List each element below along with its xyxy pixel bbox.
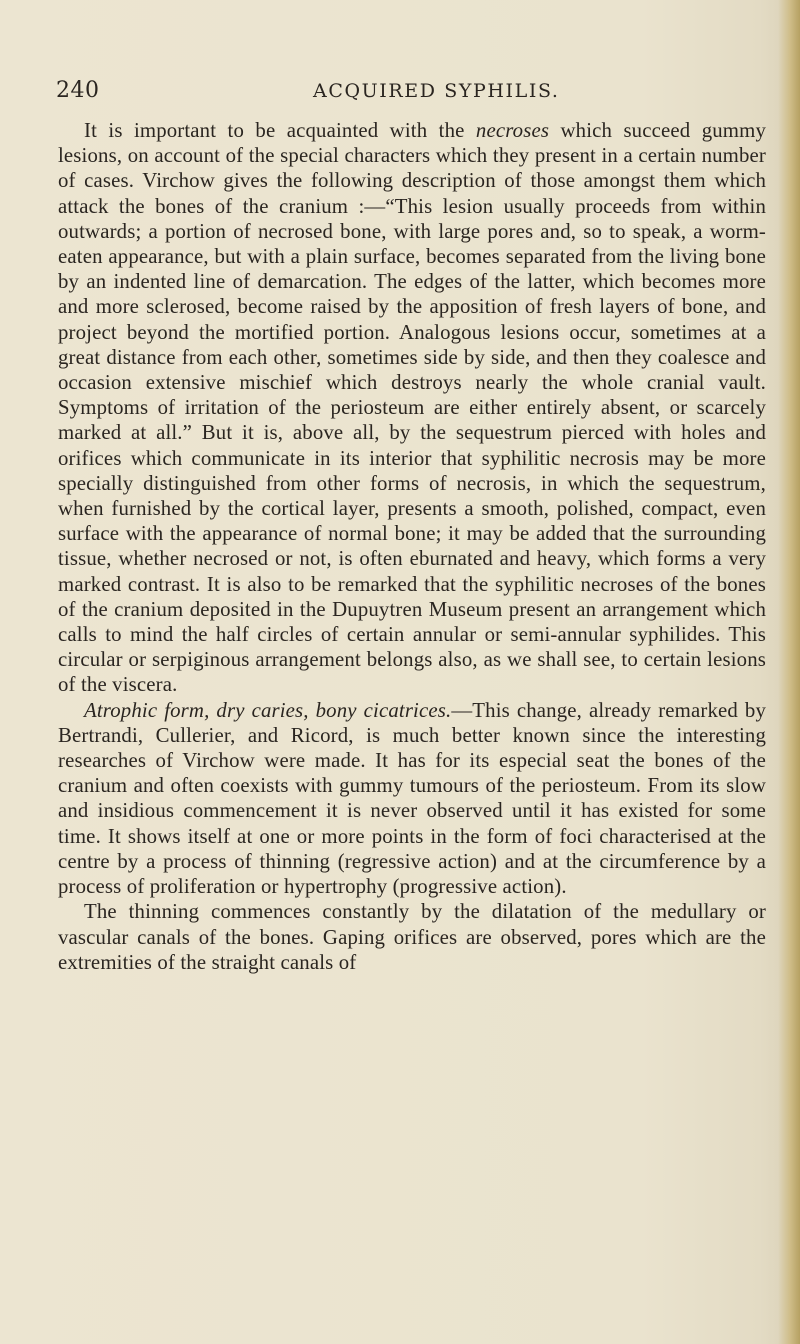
paragraph-atrophic-form <box>58 698 766 900</box>
body-text <box>58 118 766 975</box>
paragraph-text: It is important to be acquainted with the <box>84 119 476 142</box>
page-edge-shadow <box>778 0 800 1344</box>
running-title: ACQUIRED SYPHILIS. <box>313 80 560 102</box>
page-header <box>56 78 756 108</box>
paragraph-necroses <box>58 118 766 698</box>
paragraph-text: The thinning commences constantly by the dilatation of the medullary or vascular canals of the bones. Gaping orifices are observed, pores which are the extremities of the straight canals of <box>58 900 766 974</box>
paragraph-text: which succeed gummy lesions, on account of the special characters which they present in a certain number of cases. Virchow gives the following description of those amongst them which attack the bones of the cranium :—“This lesion usually proceeds from within outwards; a portion of necrosed bone, with large pores and, so to speak, a worm-eaten appearance, but with a plain surface, becomes separated from the living bone by an indented line of demarcation. The edges of the latter, which becomes more and more sclerosed, become raised by the apposition of fresh layers of bone, and project beyond the mortified portion. Analogous lesions occur, sometimes at a great distance from each other, sometimes side by side, and then they coalesce and occasion extensive mischief which destroys nearly the whole cranial vault. Symptoms of irritation of the periosteum are either entirely absent, or scarcely marked at all.” But it is, above all, by the sequestrum pierced with holes and orifices which communicate in its interior that syphilitic necrosis may be more specially distinguished from other forms of necrosis, in which the sequestrum, when furnished by the cortical layer, presents a smooth, polished, compact, even surface with the appearance of normal bone; it may be added that the surrounding tissue, whether necrosed or not, is often eburnated and heavy, which forms a very marked contrast. It is also to be remarked that the syphilitic necroses of the bones of the cranium deposited in the Dupuytren Museum present an arrangement which calls to mind the half circles of certain annular or semi-annular syphilides. This circular or serpiginous arrangement belongs also, as we shall see, to certain lesions of the viscera. <box>58 119 766 697</box>
paragraph-text: —This change, already remarked by Bertrandi, Cullerier, and Ricord, is much better known since the interesting researches of Virchow were made. It has for its especial seat the bones of the cranium and often coexists with gummy tumours of the periosteum. From its slow and insidious commencement it is never observed until it has existed for some time. It shows itself at one or more points in the form of foci characterised at the centre by a process of thinning (regressive action) and at the circumference by a process of proliferation or hypertrophy (progressive action). <box>58 698 767 899</box>
paragraph-thinning <box>58 899 766 975</box>
section-heading-atrophic-form: Atrophic form, dry caries, bony cicatrices. <box>84 698 452 722</box>
italic-term-necroses: necroses <box>475 119 550 142</box>
page-number: 240 <box>56 78 100 103</box>
